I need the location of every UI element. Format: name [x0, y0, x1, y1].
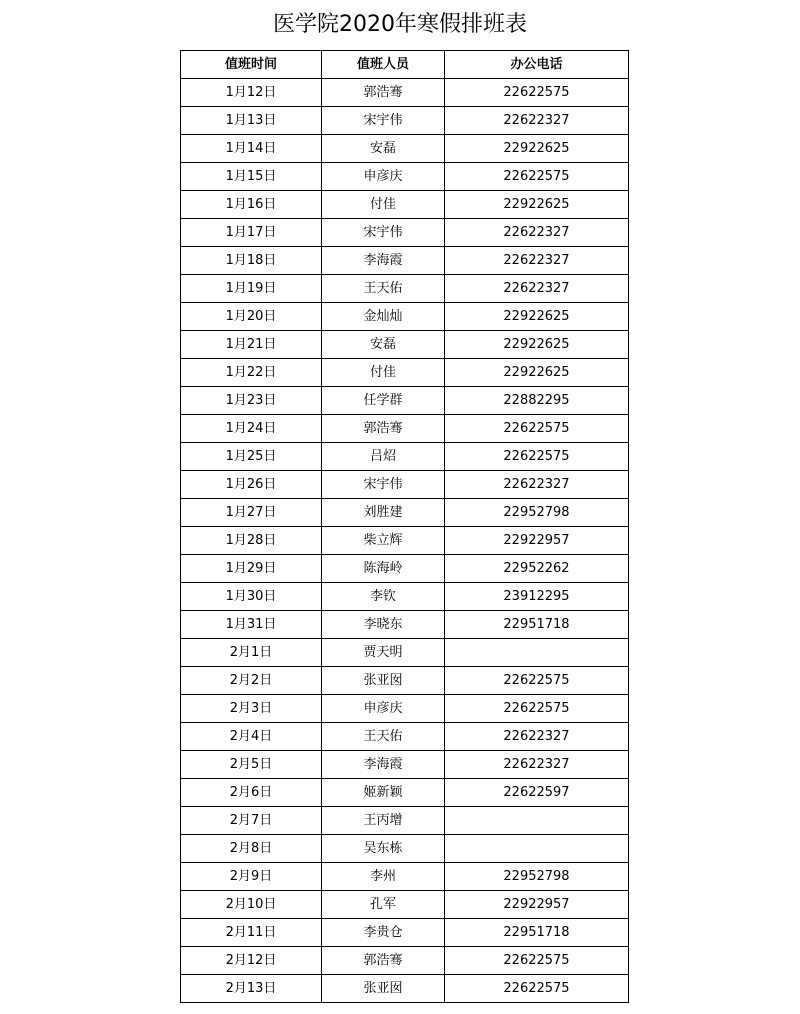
- duty-date-cell: 2月4日: [181, 723, 322, 751]
- duty-date-cell: 2月1日: [181, 639, 322, 667]
- table-row: [181, 499, 629, 527]
- office-phone-cell: 22622575: [445, 415, 629, 443]
- table-row: [181, 443, 629, 471]
- duty-date-cell: 1月25日: [181, 443, 322, 471]
- duty-date-cell: 1月27日: [181, 499, 322, 527]
- duty-person-cell: 申彦庆: [322, 695, 445, 723]
- table-row: [181, 723, 629, 751]
- duty-date-cell: 2月2日: [181, 667, 322, 695]
- duty-person-cell: 李州: [322, 863, 445, 891]
- duty-date-cell: 1月29日: [181, 555, 322, 583]
- duty-date-cell: 1月16日: [181, 191, 322, 219]
- duty-person-cell: 李钦: [322, 583, 445, 611]
- duty-person-cell: 孔军: [322, 891, 445, 919]
- duty-person-cell: 陈海岭: [322, 555, 445, 583]
- table-row: [181, 947, 629, 975]
- duty-person-cell: 李海霞: [322, 247, 445, 275]
- office-phone-cell: [445, 807, 629, 835]
- duty-person-cell: 贾天明: [322, 639, 445, 667]
- office-phone-cell: 22622575: [445, 975, 629, 1003]
- table-row: [181, 135, 629, 163]
- table-row: [181, 527, 629, 555]
- office-phone-cell: 22622575: [445, 947, 629, 975]
- table-row: [181, 247, 629, 275]
- header-row: [181, 51, 629, 79]
- duty-person-cell: 申彦庆: [322, 163, 445, 191]
- office-phone-cell: 22622327: [445, 723, 629, 751]
- duty-person-cell: 宋宇伟: [322, 107, 445, 135]
- duty-date-cell: 1月21日: [181, 331, 322, 359]
- duty-person-cell: 王丙增: [322, 807, 445, 835]
- office-phone-cell: 22952262: [445, 555, 629, 583]
- table-row: [181, 303, 629, 331]
- duty-date-cell: 2月3日: [181, 695, 322, 723]
- duty-date-cell: 2月11日: [181, 919, 322, 947]
- office-phone-cell: [445, 639, 629, 667]
- duty-date-cell: 1月13日: [181, 107, 322, 135]
- duty-date-cell: 1月28日: [181, 527, 322, 555]
- office-phone-cell: 22922625: [445, 331, 629, 359]
- duty-person-cell: 吕炤: [322, 443, 445, 471]
- duty-person-cell: 张亚囡: [322, 975, 445, 1003]
- duty-person-cell: 王天佑: [322, 723, 445, 751]
- duty-person-cell: 安磊: [322, 135, 445, 163]
- duty-person-cell: 任学群: [322, 387, 445, 415]
- duty-date-cell: 2月6日: [181, 779, 322, 807]
- duty-date-cell: 1月18日: [181, 247, 322, 275]
- table-row: [181, 471, 629, 499]
- office-phone-cell: 22951718: [445, 611, 629, 639]
- table-row: [181, 387, 629, 415]
- duty-date-cell: 1月24日: [181, 415, 322, 443]
- office-phone-cell: 22622575: [445, 79, 629, 107]
- page-title: 医学院2020年寒假排班表: [273, 12, 527, 37]
- office-phone-cell: 22922625: [445, 359, 629, 387]
- office-phone-cell: 22622575: [445, 443, 629, 471]
- duty-date-cell: 2月10日: [181, 891, 322, 919]
- duty-person-cell: 王天佑: [322, 275, 445, 303]
- duty-date-cell: 1月19日: [181, 275, 322, 303]
- table-row: [181, 835, 629, 863]
- office-phone-cell: 22622597: [445, 779, 629, 807]
- header-duty-person: 值班人员: [322, 51, 445, 79]
- office-phone-cell: 22922957: [445, 891, 629, 919]
- table-row: [181, 191, 629, 219]
- office-phone-cell: 23912295: [445, 583, 629, 611]
- duty-person-cell: 郭浩骞: [322, 947, 445, 975]
- office-phone-cell: 22952798: [445, 499, 629, 527]
- duty-person-cell: 郭浩骞: [322, 415, 445, 443]
- duty-person-cell: 柴立辉: [322, 527, 445, 555]
- duty-date-cell: 2月8日: [181, 835, 322, 863]
- office-phone-cell: 22922957: [445, 527, 629, 555]
- table-row: [181, 555, 629, 583]
- duty-person-cell: 吴东栋: [322, 835, 445, 863]
- duty-date-cell: 1月14日: [181, 135, 322, 163]
- table-row: [181, 359, 629, 387]
- duty-date-cell: 1月15日: [181, 163, 322, 191]
- duty-date-cell: 1月26日: [181, 471, 322, 499]
- table-row: [181, 107, 629, 135]
- duty-date-cell: 2月12日: [181, 947, 322, 975]
- header-office-phone: 办公电话: [445, 51, 629, 79]
- office-phone-cell: 22622327: [445, 471, 629, 499]
- duty-person-cell: 李晓东: [322, 611, 445, 639]
- header-duty-date: 值班时间: [181, 51, 322, 79]
- table-row: [181, 667, 629, 695]
- table-row: [181, 751, 629, 779]
- table-row: [181, 219, 629, 247]
- table-header: [181, 51, 629, 79]
- table-row: [181, 779, 629, 807]
- table-row: [181, 275, 629, 303]
- duty-person-cell: 张亚囡: [322, 667, 445, 695]
- office-phone-cell: 22951718: [445, 919, 629, 947]
- office-phone-cell: [445, 835, 629, 863]
- table-row: [181, 611, 629, 639]
- duty-date-cell: 2月13日: [181, 975, 322, 1003]
- duty-date-cell: 1月31日: [181, 611, 322, 639]
- office-phone-cell: 22922625: [445, 135, 629, 163]
- duty-person-cell: 刘胜建: [322, 499, 445, 527]
- table-row: [181, 639, 629, 667]
- duty-person-cell: 付佳: [322, 191, 445, 219]
- duty-date-cell: 2月5日: [181, 751, 322, 779]
- duty-date-cell: 1月22日: [181, 359, 322, 387]
- table-row: [181, 807, 629, 835]
- duty-date-cell: 1月30日: [181, 583, 322, 611]
- office-phone-cell: 22622327: [445, 751, 629, 779]
- table-row: [181, 863, 629, 891]
- office-phone-cell: 22882295: [445, 387, 629, 415]
- table-row: [181, 79, 629, 107]
- table-row: [181, 975, 629, 1003]
- duty-date-cell: 2月7日: [181, 807, 322, 835]
- office-phone-cell: 22622575: [445, 163, 629, 191]
- duty-date-cell: 1月12日: [181, 79, 322, 107]
- duty-person-cell: 安磊: [322, 331, 445, 359]
- office-phone-cell: 22922625: [445, 191, 629, 219]
- duty-person-cell: 郭浩骞: [322, 79, 445, 107]
- duty-person-cell: 李海霞: [322, 751, 445, 779]
- table-row: [181, 583, 629, 611]
- duty-date-cell: 1月20日: [181, 303, 322, 331]
- office-phone-cell: 22622327: [445, 107, 629, 135]
- duty-person-cell: 宋宇伟: [322, 471, 445, 499]
- duty-roster-table: [180, 50, 629, 1003]
- table-row: [181, 331, 629, 359]
- table-row: [181, 695, 629, 723]
- office-phone-cell: 22622327: [445, 275, 629, 303]
- duty-person-cell: 付佳: [322, 359, 445, 387]
- duty-date-cell: 2月9日: [181, 863, 322, 891]
- office-phone-cell: 22622575: [445, 695, 629, 723]
- duty-person-cell: 金灿灿: [322, 303, 445, 331]
- table-row: [181, 891, 629, 919]
- duty-date-cell: 1月23日: [181, 387, 322, 415]
- office-phone-cell: 22922625: [445, 303, 629, 331]
- duty-person-cell: 李贵仓: [322, 919, 445, 947]
- table-row: [181, 163, 629, 191]
- office-phone-cell: 22952798: [445, 863, 629, 891]
- table-row: [181, 919, 629, 947]
- office-phone-cell: 22622327: [445, 247, 629, 275]
- duty-date-cell: 1月17日: [181, 219, 322, 247]
- duty-person-cell: 姬新颖: [322, 779, 445, 807]
- table-row: [181, 415, 629, 443]
- office-phone-cell: 22622575: [445, 667, 629, 695]
- office-phone-cell: 22622327: [445, 219, 629, 247]
- duty-person-cell: 宋宇伟: [322, 219, 445, 247]
- table-body: [181, 79, 629, 1003]
